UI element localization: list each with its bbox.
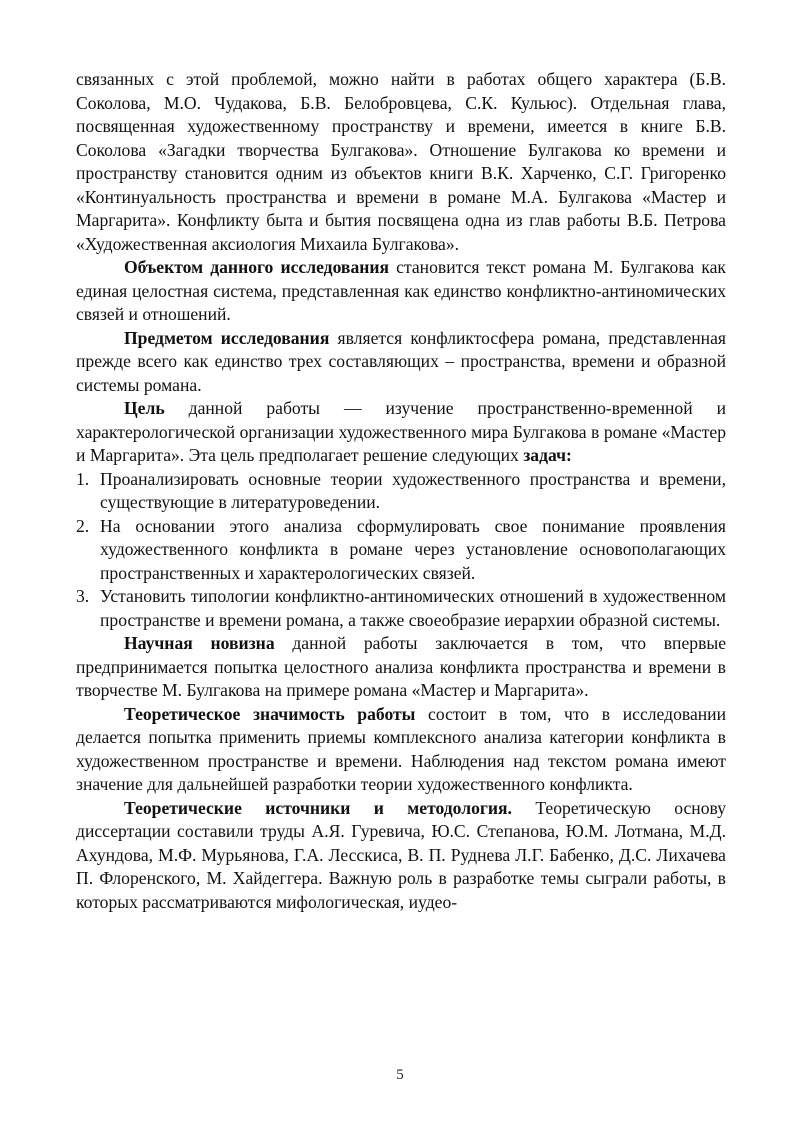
- tasks-list: [76, 468, 726, 633]
- object-text: становится текст романа М. Булгакова как единая целостная система, представленная как единство конфликтно-антиномических связей и отношений.: [76, 257, 726, 324]
- paragraph-significance: [76, 703, 726, 797]
- paragraph-subject: [76, 327, 726, 398]
- list-item-text: На основании этого анализа сформулировать свое понимание проявления художественного конфликта в романе через установление основополагающих пространственных и характерологических связей.: [100, 515, 726, 583]
- list-item: [76, 585, 726, 632]
- paragraph-intro: связанных с этой проблемой, можно найти в работах общего характера (Б.В. Соколова, М.О. Чудакова, Б.В. Белобровцева, С.К. Кульюс). Отдельная глава, посвященная художественному пространству и времени, имеется в книге Б.В. Соколова «Загадки творчества Булгакова». Отношение Булгакова ко времени и пространству становится одним из объектов книги В.К. Харченко, С.Г. Григоренко «Континуальность пространства и времени в романе М.А. Булгакова «Мастер и Маргарита». Конфликту быта и бытия посвящена одна из глав работы В.Б. Петрова «Художественная аксиология Михаила Булгакова».: [76, 69, 726, 254]
- significance-text: состоит в том, что в исследовании делается попытка применить приемы комплексного анализа категории конфликта в художественном пространстве и времени. Наблюдения над текстом романа имеют значение для дальнейшей разработки теории художественного конфликта.: [76, 703, 726, 794]
- list-item-text: Установить типологии конфликтно-антиномических отношений в художественном пространстве и времени романа, а также своеобразие иерархии образной системы.: [100, 586, 726, 630]
- tasks-heading: задач:: [523, 445, 572, 465]
- list-item-number: 3.: [76, 586, 90, 606]
- list-item-number: 1.: [76, 468, 90, 489]
- goal-heading: Цель: [124, 398, 165, 418]
- paragraph-novelty: [76, 632, 726, 703]
- methodology-text: Теоретическую основу диссертации составили труды А.Я. Гуревича, Ю.С. Степанова, Ю.М. Лотмана, М.Д. Ахундова, М.Ф. Мурьянова, Г.А. Лесскиса, В. П. Руднева Л.Г. Бабенко, Д.С. Лихачева П. Флоренского, М. Хайдеггера. Важную роль в разработке темы сыграли работы, в которых рассматриваются мифологическая, иудео-: [76, 797, 726, 912]
- list-item: [76, 515, 726, 586]
- list-item-number: 2.: [76, 515, 90, 536]
- paragraph-goal: [76, 397, 726, 468]
- subject-text: является конфликтосфера романа, представленная прежде всего как единство трех составляющих – пространства, времени и образной системы романа.: [76, 327, 726, 395]
- list-item-text: Проанализировать основные теории художественного пространства и времени, существующие в литературоведении.: [100, 468, 726, 512]
- significance-heading: Теоретическое значимость работы: [124, 703, 416, 724]
- object-heading: Объектом данного исследования: [124, 257, 390, 277]
- page-number: 5: [396, 1067, 404, 1083]
- paragraph-object: [76, 256, 726, 327]
- document-page: [76, 68, 726, 914]
- methodology-heading: Теоретические источники и методология.: [124, 797, 512, 818]
- novelty-heading: Научная новизна: [124, 633, 275, 653]
- subject-heading: Предметом исследования: [124, 327, 330, 348]
- novelty-text: данной работы заключается в том, что впервые предпринимается попытка целостного анализа конфликта пространства и времени в творчестве М. Булгакова на примере романа «Мастер и Маргарита».: [76, 633, 727, 700]
- list-item: [76, 468, 726, 515]
- paragraph-methodology: [76, 797, 726, 915]
- goal-text: данной работы — изучение пространственно-временной и характерологической организации художественного мира Булгакова в романе «Мастер и Маргарита». Эта цель предполагает решение следующих: [76, 398, 726, 465]
